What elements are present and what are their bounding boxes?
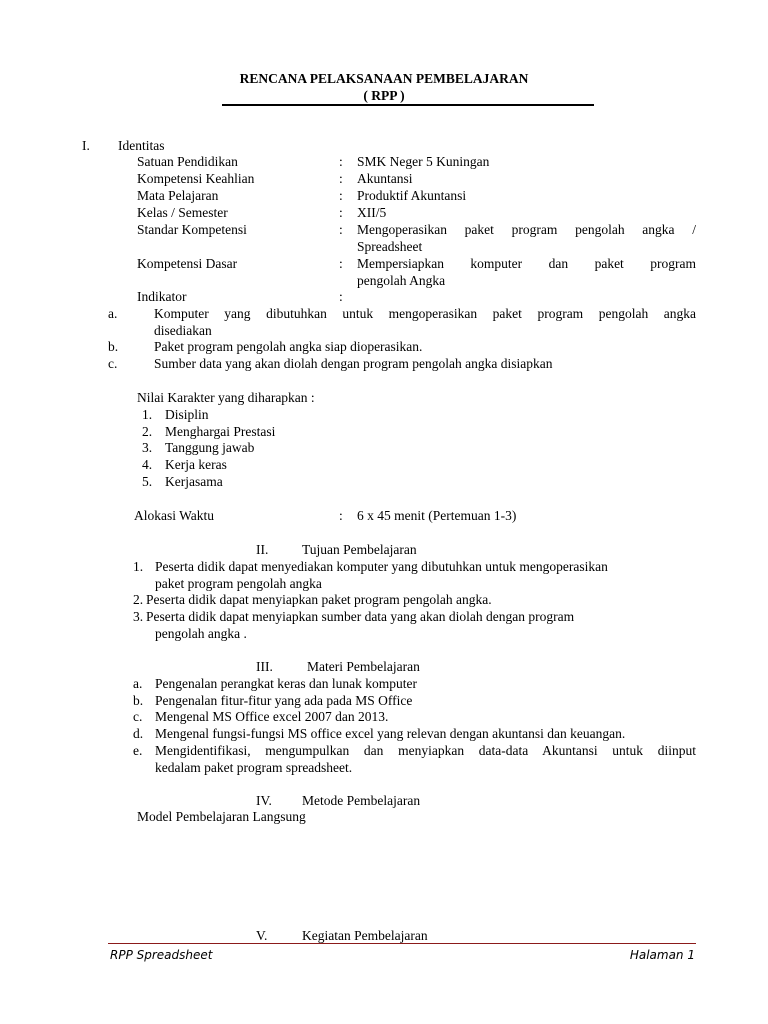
list-item: Sumber data yang akan diolah dengan program pengolah angka disiapkan xyxy=(154,356,553,371)
list-item-marker: d. xyxy=(133,726,144,741)
identity-label: Kompetensi Dasar xyxy=(137,256,238,271)
document-subtitle: ( RPP ) xyxy=(363,88,405,103)
list-item-marker: 1. xyxy=(142,407,153,422)
list-item-marker: b. xyxy=(108,339,119,354)
list-item: Disiplin xyxy=(165,407,209,422)
alokasi-value: 6 x 45 menit (Pertemuan 1-3) xyxy=(357,508,517,523)
list-item: Mengenal MS Office excel 2007 dan 2013. xyxy=(155,709,389,724)
list-item-marker: 5. xyxy=(142,474,153,489)
identity-label: Satuan Pendidikan xyxy=(137,154,238,169)
list-item: Kerjasama xyxy=(165,474,223,489)
list-item-cont: pengolah angka . xyxy=(155,626,247,641)
identity-value-cont: Spreadsheet xyxy=(357,239,423,254)
footer-left: RPP Spreadsheet xyxy=(110,948,213,962)
list-item-marker: 3. xyxy=(133,609,144,624)
alokasi-colon: : xyxy=(339,508,343,523)
list-item-marker: 2. xyxy=(142,424,153,439)
list-item-marker: 1. xyxy=(133,559,144,574)
list-item-marker: 4. xyxy=(142,457,153,472)
section1-heading: Identitas xyxy=(118,138,165,153)
section1-numeral: I. xyxy=(82,138,90,153)
title-underline xyxy=(222,104,594,106)
identity-colon: : xyxy=(339,154,343,169)
list-item: Pengenalan perangkat keras dan lunak komputer xyxy=(155,676,418,691)
footer-page-number: Halaman 1 xyxy=(629,948,695,962)
identity-colon: : xyxy=(339,171,343,186)
footer-divider xyxy=(108,943,696,944)
identity-value: XII/5 xyxy=(357,205,387,220)
list-item-marker: a. xyxy=(133,676,143,691)
list-item: Peserta didik dapat menyediakan komputer yang dibutuhkan untuk mengoperasikan xyxy=(155,559,608,574)
section4-heading: Metode Pembelajaran xyxy=(302,793,421,808)
metode-text: Model Pembelajaran Langsung xyxy=(137,809,306,824)
document-title: RENCANA PELAKSANAAN PEMBELAJARAN xyxy=(239,71,529,86)
section3-numeral: III. xyxy=(256,659,273,674)
identity-label: Mata Pelajaran xyxy=(137,188,219,203)
list-item: Paket program pengolah angka siap dioperasikan. xyxy=(154,339,423,354)
list-item-marker: 3. xyxy=(142,440,153,455)
identity-value: Akuntansi xyxy=(357,171,413,186)
list-item: Pengenalan fitur-fitur yang ada pada MS Office xyxy=(155,693,413,708)
list-item: Mengenal fungsi-fungsi MS office excel yang relevan dengan akuntansi dan keuangan. xyxy=(155,726,626,741)
list-item: Peserta didik dapat menyiapkan paket program pengolah angka. xyxy=(146,592,492,607)
identity-value-cont: pengolah Angka xyxy=(357,273,446,288)
identity-value: Mempersiapkan komputer dan paket program xyxy=(357,256,696,271)
list-item: Mengidentifikasi, mengumpulkan dan menyiapkan data-data Akuntansi untuk diinput xyxy=(155,743,696,758)
alokasi-label: Alokasi Waktu xyxy=(134,508,215,523)
identity-label: Kompetensi Keahlian xyxy=(137,171,255,186)
list-item-marker: 2. xyxy=(133,592,144,607)
section2-heading: Tujuan Pembelajaran xyxy=(302,542,417,557)
identity-colon: : xyxy=(339,188,343,203)
list-item-marker: b. xyxy=(133,693,144,708)
identity-label: Indikator xyxy=(137,289,187,304)
list-item: Menghargai Prestasi xyxy=(165,424,276,439)
identity-value: Mengoperasikan paket program pengolah angka / xyxy=(357,222,696,237)
list-item: Tanggung jawab xyxy=(165,440,255,455)
identity-label: Kelas / Semester xyxy=(137,205,228,220)
section5-heading: Kegiatan Pembelajaran xyxy=(302,928,428,943)
section3-heading: Materi Pembelajaran xyxy=(307,659,420,674)
section2-numeral: II. xyxy=(256,542,269,557)
identity-value: Produktif Akuntansi xyxy=(357,188,467,203)
karakter-heading: Nilai Karakter yang diharapkan : xyxy=(137,390,315,405)
list-item: Komputer yang dibutuhkan untuk mengoperasikan paket program pengolah angka xyxy=(154,306,696,321)
identity-colon: : xyxy=(339,205,343,220)
identity-label: Standar Kompetensi xyxy=(137,222,247,237)
list-item: Kerja keras xyxy=(165,457,227,472)
list-item-cont: kedalam paket program spreadsheet. xyxy=(155,760,353,775)
identity-colon: : xyxy=(339,222,343,237)
list-item-marker: a. xyxy=(108,306,118,321)
section4-numeral: IV. xyxy=(256,793,272,808)
list-item-marker: c. xyxy=(133,709,143,724)
identity-value: SMK Neger 5 Kuningan xyxy=(357,154,490,169)
list-item-cont: disediakan xyxy=(154,323,212,338)
identity-colon: : xyxy=(339,289,343,304)
section5-numeral: V. xyxy=(256,928,268,943)
identity-colon: : xyxy=(339,256,343,271)
list-item-marker: e. xyxy=(133,743,143,758)
list-item-cont: paket program pengolah angka xyxy=(155,576,322,591)
list-item-marker: c. xyxy=(108,356,118,371)
list-item: Peserta didik dapat menyiapkan sumber data yang akan diolah dengan program xyxy=(146,609,575,624)
